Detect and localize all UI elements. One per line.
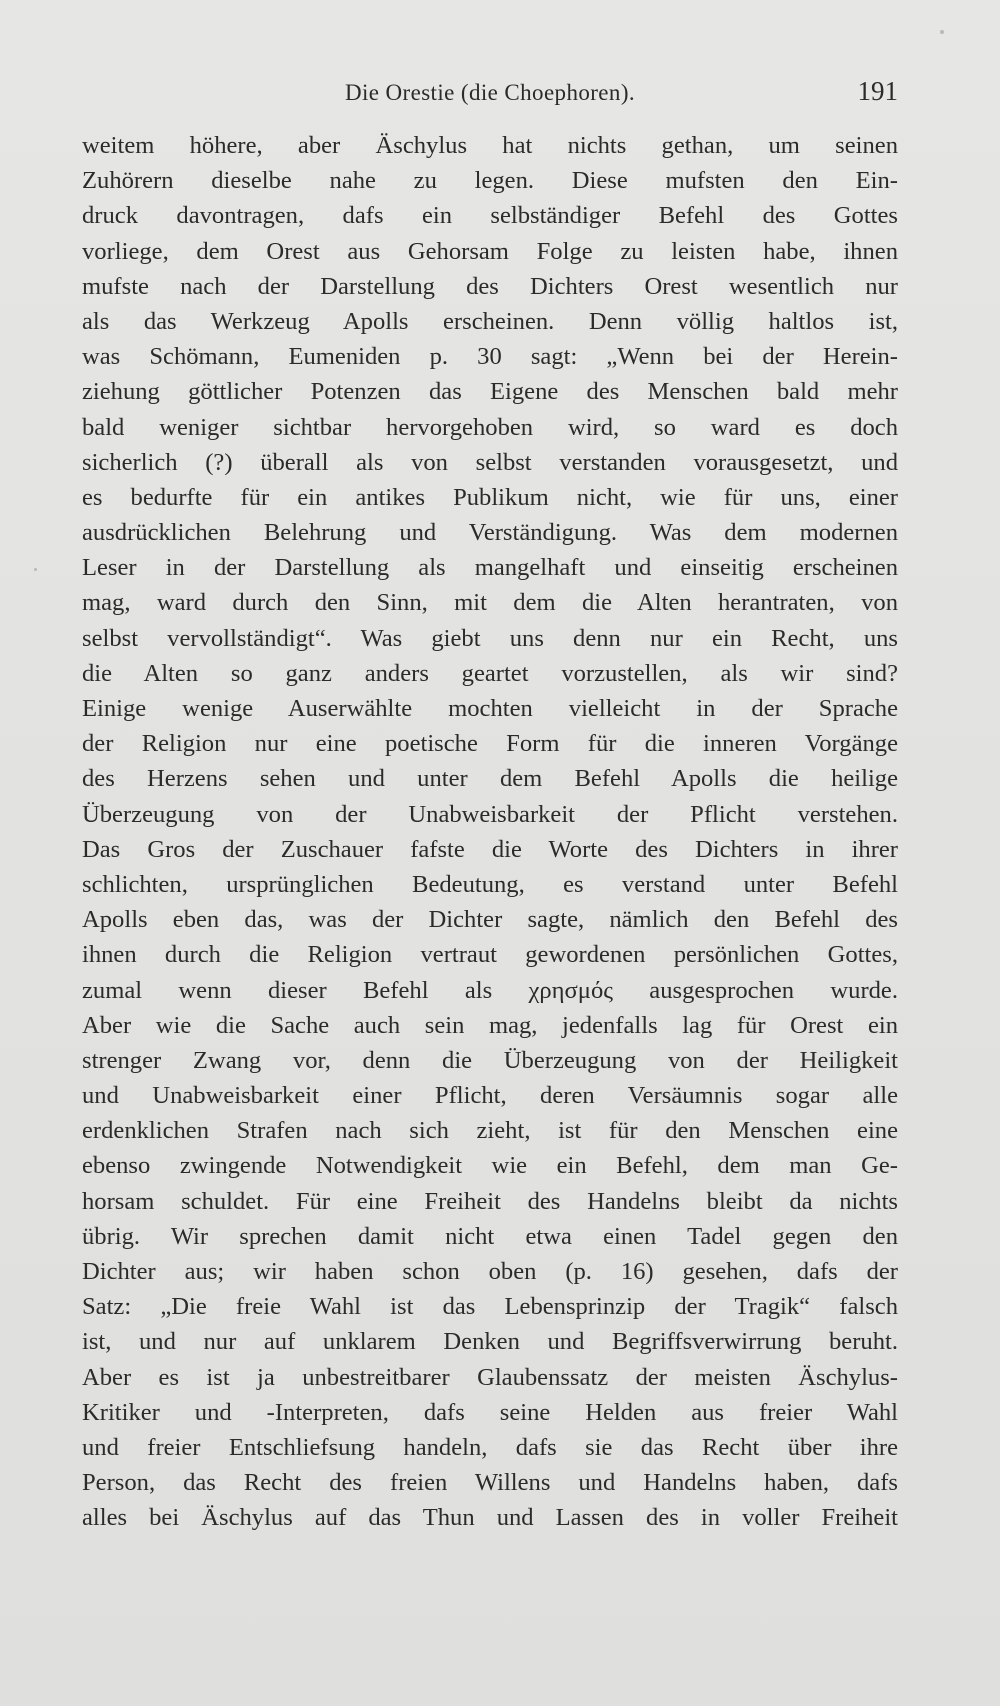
text-line: ist, und nur auf unklarem Denken und Begriffsverwirrung beruht. [82,1328,898,1356]
text-line: Satz: „Die freie Wahl ist das Lebensprinzip der Tragik“ falsch [82,1293,898,1321]
text-line: alles bei Äschylus auf das Thun und Lassen des in voller Freiheit [82,1504,898,1532]
text-line: ebenso zwingende Notwendigkeit wie ein Befehl, dem man Ge- [82,1152,898,1180]
text-line: strenger Zwang vor, denn die Überzeugung von der Heiligkeit [82,1046,898,1074]
text-line: bald weniger sichtbar hervorgehoben wird, so ward es doch [82,413,898,441]
text-line: Aber wie die Sache auch sein mag, jedenfalls lag für Orest ein [82,1011,898,1039]
text-line: weitem höhere, aber Äschylus hat nichts gethan, um seinen [82,132,898,159]
paper-speck [34,568,37,571]
text-line: druck davontragen, dafs ein selbständiger Befehl des Gottes [82,202,898,230]
page-number: 191 [857,76,898,106]
text-line: übrig. Wir sprechen damit nicht etwa einen Tadel gegen den [82,1222,898,1250]
text-line: erdenklichen Strafen nach sich zieht, ist für den Menschen eine [82,1117,898,1145]
text-line: vorliege, dem Orest aus Gehorsam Folge zu leisten habe, ihnen [82,237,898,265]
text-line: was Schömann, Eumeniden p. 30 sagt: „Wenn bei der Herein- [82,343,898,371]
text-line: Apolls eben das, was der Dichter sagte, nämlich den Befehl des [82,906,898,934]
body-text [82,128,898,1536]
text-line: ausdrücklichen Belehrung und Verständigung. Was dem modernen [82,519,898,547]
text-line: Person, das Recht des freien Willens und Handelns haben, dafs [82,1469,898,1497]
text-line: und Unabweisbarkeit einer Pflicht, deren Versäumnis sogar alle [82,1082,898,1110]
text-line: Das Gros der Zuschauer fafste die Worte des Dichters in ihrer [82,835,898,863]
text-line: als das Werkzeug Apolls erscheinen. Denn völlig haltlos ist, [82,307,898,335]
text-line: ihnen durch die Religion vertraut gewordenen persönlichen Gottes, [82,941,898,969]
text-line: sicherlich (?) überall als von selbst verstanden vorausgesetzt, und [82,448,898,476]
text-line: Aber es ist ja unbestreitbarer Glaubenssatz der meisten Äschylus- [82,1363,898,1391]
text-line: ziehung göttlicher Potenzen das Eigene des Menschen bald mehr [82,378,898,406]
text-line: Zuhörern dieselbe nahe zu legen. Diese mufsten den Ein- [82,167,898,195]
running-head [82,74,898,114]
text-line: selbst vervollständigt“. Was giebt uns denn nur ein Recht, uns [82,624,898,652]
text-line: die Alten so ganz anders geartet vorzustellen, als wir sind? [82,659,898,687]
text-line: der Religion nur eine poetische Form für die inneren Vorgänge [82,730,898,758]
text-line: des Herzens sehen und unter dem Befehl Apolls die heilige [82,765,898,793]
paper-speck [940,30,944,34]
text-line: schlichten, ursprünglichen Bedeutung, es verstand unter Befehl [82,870,898,898]
text-line: mufste nach der Darstellung des Dichters Orest wesentlich nur [82,272,898,300]
text-line: Überzeugung von der Unabweisbarkeit der Pflicht verstehen. [82,800,898,828]
text-line: zumal wenn dieser Befehl als χρησμός ausgesprochen wurde. [82,976,898,1004]
text-line: Einige wenige Auserwählte mochten vielleicht in der Sprache [82,695,898,722]
running-title: Die Orestie (die Choephoren). [344,80,636,105]
text-line: und freier Entschliefsung handeln, dafs sie das Recht über ihre [82,1433,898,1461]
text-line: Leser in der Darstellung als mangelhaft und einseitig erscheinen [82,554,898,582]
text-line: Kritiker und -Interpreten, dafs seine Helden aus freier Wahl [82,1398,898,1426]
text-line: mag, ward durch den Sinn, mit dem die Alten herantraten, von [82,589,898,617]
text-line: Dichter aus; wir haben schon oben (p. 16) gesehen, dafs der [82,1258,898,1285]
text-line: horsam schuldet. Für eine Freiheit des Handelns bleibt da nichts [82,1187,898,1215]
text-line: es bedurfte für ein antikes Publikum nicht, wie für uns, einer [82,483,898,511]
